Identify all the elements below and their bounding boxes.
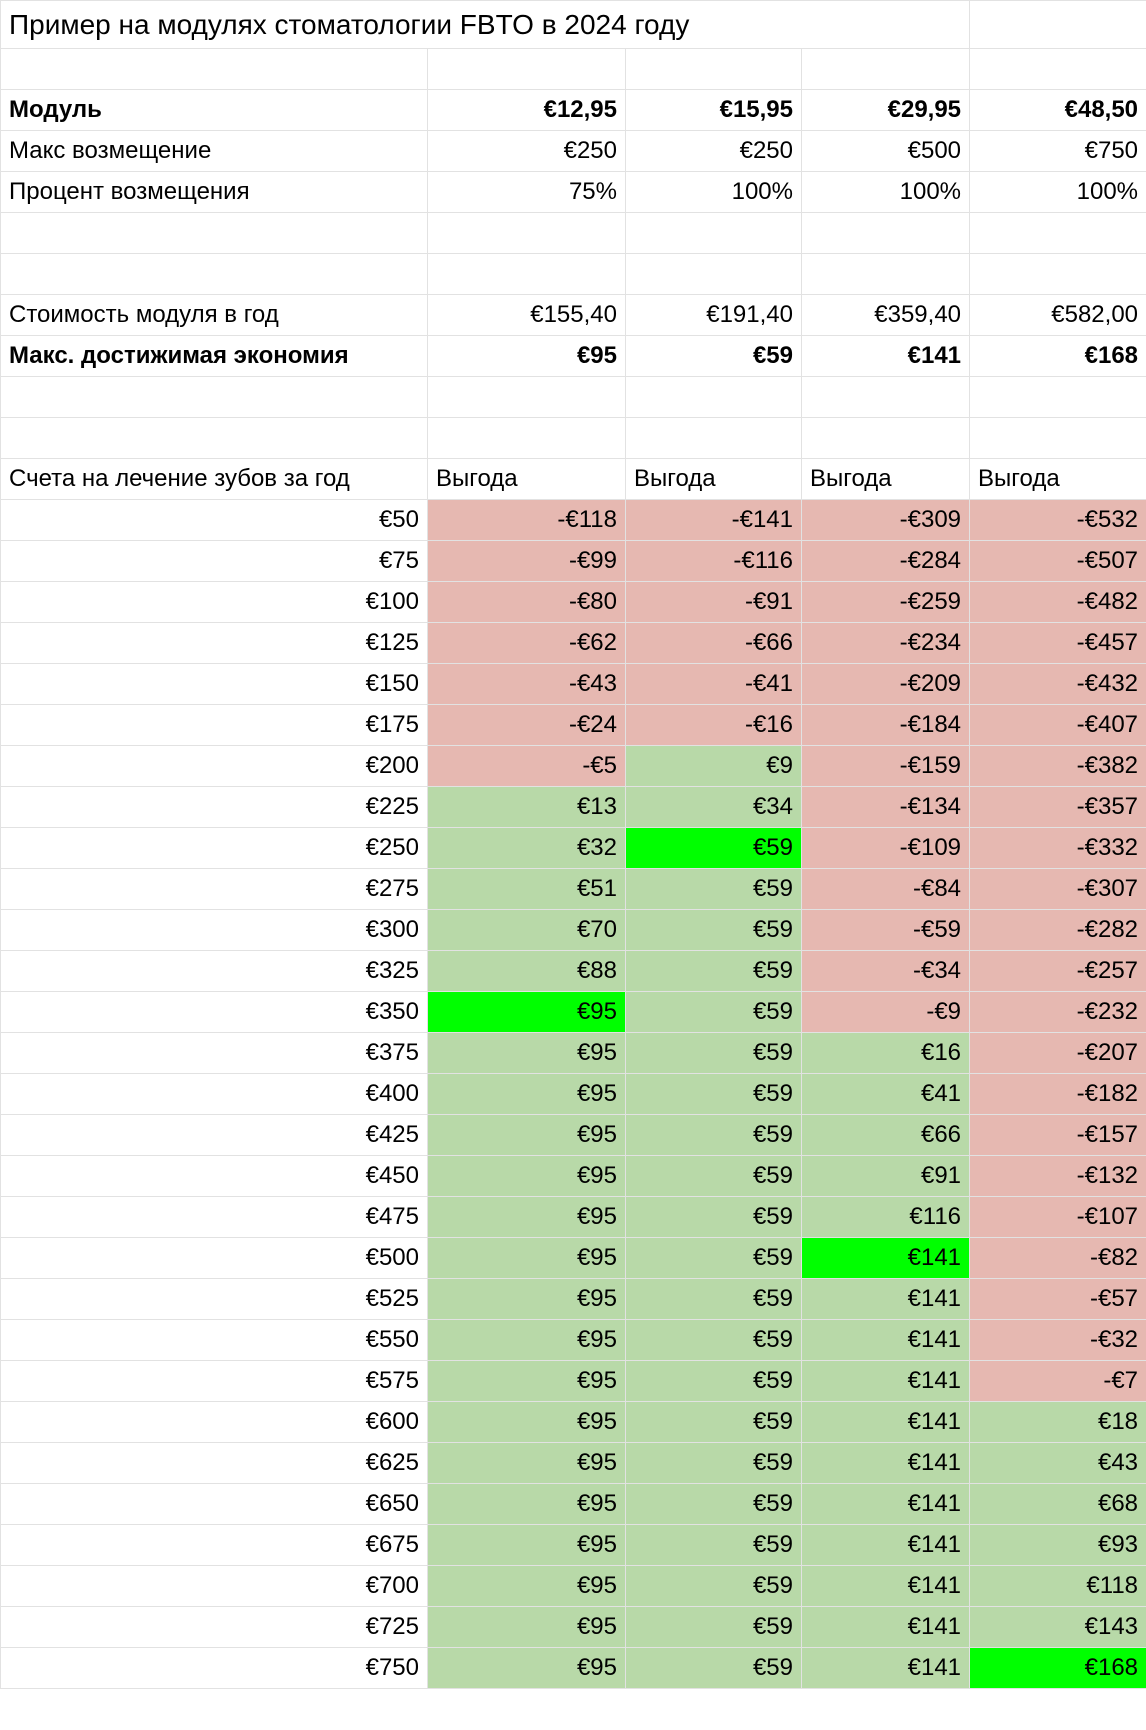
benefit-cell-3[interactable]: €141 <box>802 1525 970 1566</box>
bill-amount-cell[interactable]: €125 <box>1 623 428 664</box>
benefit-cell-4[interactable]: -€182 <box>970 1074 1146 1115</box>
benefit-cell-1[interactable]: €13 <box>428 787 626 828</box>
bill-amount-cell[interactable]: €375 <box>1 1033 428 1074</box>
benefit-cell-4[interactable]: -€57 <box>970 1279 1146 1320</box>
reimbursement-percent-2[interactable]: 100% <box>626 172 802 213</box>
benefit-cell-4[interactable]: -€132 <box>970 1156 1146 1197</box>
bill-amount-cell[interactable]: €200 <box>1 746 428 787</box>
bill-amount-cell[interactable]: €50 <box>1 500 428 541</box>
benefit-cell-1[interactable]: -€80 <box>428 582 626 623</box>
empty-cell[interactable] <box>802 418 970 459</box>
table-row <box>1 1443 1146 1484</box>
module-price-2[interactable]: €15,95 <box>626 90 802 131</box>
empty-row <box>1 377 1146 418</box>
benefit-cell-2[interactable]: €34 <box>626 787 802 828</box>
bill-amount-cell[interactable]: €150 <box>1 664 428 705</box>
benefit-cell-3[interactable]: €141 <box>802 1443 970 1484</box>
bill-amount-cell[interactable]: €300 <box>1 910 428 951</box>
benefit-cell-2[interactable]: €59 <box>626 1525 802 1566</box>
table-row <box>1 1484 1146 1525</box>
empty-cell[interactable] <box>970 213 1146 254</box>
benefit-cell-3[interactable]: €91 <box>802 1156 970 1197</box>
empty-cell[interactable] <box>970 418 1146 459</box>
annual-cost-row <box>1 295 1146 336</box>
empty-cell[interactable] <box>802 49 970 90</box>
table-row <box>1 869 1146 910</box>
table-row <box>1 1320 1146 1361</box>
benefit-cell-1[interactable]: €95 <box>428 1484 626 1525</box>
max-reimbursement-4[interactable]: €750 <box>970 131 1146 172</box>
max-savings-1[interactable]: €95 <box>428 336 626 377</box>
benefit-cell-4[interactable]: €43 <box>970 1443 1146 1484</box>
benefit-cell-1[interactable]: €95 <box>428 1566 626 1607</box>
table-row <box>1 787 1146 828</box>
benefit-cell-1[interactable]: €95 <box>428 1156 626 1197</box>
reimbursement-percent-1[interactable]: 75% <box>428 172 626 213</box>
max-reimbursement-3[interactable]: €500 <box>802 131 970 172</box>
benefit-cell-1[interactable]: €95 <box>428 1402 626 1443</box>
reimbursement-percent-4[interactable]: 100% <box>970 172 1146 213</box>
benefit-cell-3[interactable]: €141 <box>802 1648 970 1689</box>
benefit-cell-1[interactable]: €70 <box>428 910 626 951</box>
module-price-4[interactable]: €48,50 <box>970 90 1146 131</box>
bill-amount-cell[interactable]: €400 <box>1 1074 428 1115</box>
max-reimbursement-1[interactable]: €250 <box>428 131 626 172</box>
module-price-1[interactable]: €12,95 <box>428 90 626 131</box>
benefit-cell-3[interactable]: €141 <box>802 1484 970 1525</box>
table-row <box>1 1402 1146 1443</box>
max-savings-2[interactable]: €59 <box>626 336 802 377</box>
empty-cell[interactable] <box>970 254 1146 295</box>
benefit-cell-4[interactable]: -€82 <box>970 1238 1146 1279</box>
benefit-header-3[interactable]: Выгода <box>802 459 970 500</box>
empty-cell[interactable] <box>970 377 1146 418</box>
benefit-cell-4[interactable]: -€157 <box>970 1115 1146 1156</box>
table-row <box>1 1607 1146 1648</box>
benefit-cell-4[interactable]: -€482 <box>970 582 1146 623</box>
bill-amount-cell[interactable]: €100 <box>1 582 428 623</box>
empty-cell[interactable] <box>802 254 970 295</box>
benefit-cell-4[interactable]: -€32 <box>970 1320 1146 1361</box>
benefit-cell-2[interactable]: €59 <box>626 869 802 910</box>
benefit-header-1[interactable]: Выгода <box>428 459 626 500</box>
benefit-cell-2[interactable]: €59 <box>626 1648 802 1689</box>
benefit-cell-3[interactable]: -€234 <box>802 623 970 664</box>
benefit-cell-2[interactable]: -€116 <box>626 541 802 582</box>
benefit-cell-4[interactable]: -€257 <box>970 951 1146 992</box>
table-row <box>1 1566 1146 1607</box>
benefit-cell-2[interactable]: €59 <box>626 1033 802 1074</box>
benefit-cell-4[interactable]: -€532 <box>970 500 1146 541</box>
benefit-cell-4[interactable]: €93 <box>970 1525 1146 1566</box>
benefit-cell-2[interactable]: €59 <box>626 951 802 992</box>
benefit-cell-3[interactable]: -€284 <box>802 541 970 582</box>
bill-amount-cell[interactable]: €700 <box>1 1566 428 1607</box>
module-price-3[interactable]: €29,95 <box>802 90 970 131</box>
benefit-cell-4[interactable]: €143 <box>970 1607 1146 1648</box>
annual-cost-3[interactable]: €359,40 <box>802 295 970 336</box>
benefit-cell-1[interactable]: €95 <box>428 1115 626 1156</box>
benefit-cell-1[interactable]: -€99 <box>428 541 626 582</box>
benefit-cell-3[interactable]: €41 <box>802 1074 970 1115</box>
table-row <box>1 1279 1146 1320</box>
benefit-cell-4[interactable]: €118 <box>970 1566 1146 1607</box>
empty-cell[interactable] <box>1 418 428 459</box>
benefit-cell-1[interactable]: €32 <box>428 828 626 869</box>
benefit-cell-3[interactable]: €141 <box>802 1361 970 1402</box>
benefit-cell-2[interactable]: €59 <box>626 1279 802 1320</box>
bill-amount-cell[interactable]: €250 <box>1 828 428 869</box>
benefit-cell-4[interactable]: -€432 <box>970 664 1146 705</box>
benefit-cell-4[interactable]: -€457 <box>970 623 1146 664</box>
benefit-cell-1[interactable]: €95 <box>428 1033 626 1074</box>
table-row <box>1 623 1146 664</box>
bill-amount-cell[interactable]: €500 <box>1 1238 428 1279</box>
table-row <box>1 500 1146 541</box>
benefit-cell-1[interactable]: €95 <box>428 1607 626 1648</box>
benefit-cell-2[interactable]: €59 <box>626 1320 802 1361</box>
benefit-cell-3[interactable]: -€84 <box>802 869 970 910</box>
empty-cell[interactable] <box>1 254 428 295</box>
module-price-row <box>1 90 1146 131</box>
max-savings-4[interactable]: €168 <box>970 336 1146 377</box>
bill-amount-cell[interactable]: €750 <box>1 1648 428 1689</box>
table-row <box>1 705 1146 746</box>
dental-bills-header[interactable]: Счета на лечение зубов за год <box>1 459 428 500</box>
benefit-cell-1[interactable]: €95 <box>428 1648 626 1689</box>
benefit-cell-2[interactable]: €59 <box>626 1443 802 1484</box>
benefit-cell-2[interactable]: €59 <box>626 1156 802 1197</box>
bill-amount-cell[interactable]: €325 <box>1 951 428 992</box>
benefit-cell-2[interactable]: €59 <box>626 1238 802 1279</box>
benefit-cell-1[interactable]: €95 <box>428 1074 626 1115</box>
benefit-cell-3[interactable]: €141 <box>802 1566 970 1607</box>
benefit-cell-4[interactable]: -€307 <box>970 869 1146 910</box>
empty-cell[interactable] <box>626 49 802 90</box>
benefit-cell-1[interactable]: €51 <box>428 869 626 910</box>
empty-cell[interactable] <box>802 377 970 418</box>
benefit-cell-1[interactable]: €95 <box>428 992 626 1033</box>
bill-amount-cell[interactable]: €550 <box>1 1320 428 1361</box>
benefit-cell-1[interactable]: €95 <box>428 1525 626 1566</box>
bill-amount-cell[interactable]: €175 <box>1 705 428 746</box>
benefit-cell-3[interactable]: -€184 <box>802 705 970 746</box>
benefit-cell-1[interactable]: -€5 <box>428 746 626 787</box>
benefit-cell-3[interactable]: €141 <box>802 1279 970 1320</box>
table-row <box>1 1648 1146 1689</box>
table-row <box>1 1525 1146 1566</box>
benefit-cell-2[interactable]: €9 <box>626 746 802 787</box>
benefit-cell-2[interactable]: €59 <box>626 992 802 1033</box>
annual-cost-4[interactable]: €582,00 <box>970 295 1146 336</box>
benefit-cell-2[interactable]: €59 <box>626 1566 802 1607</box>
benefit-cell-4[interactable]: €68 <box>970 1484 1146 1525</box>
benefit-cell-4[interactable]: -€507 <box>970 541 1146 582</box>
benefit-cell-1[interactable]: -€118 <box>428 500 626 541</box>
empty-row <box>1 254 1146 295</box>
empty-cell[interactable] <box>428 213 626 254</box>
empty-cell[interactable] <box>626 213 802 254</box>
benefit-cell-4[interactable]: -€282 <box>970 910 1146 951</box>
benefit-cell-2[interactable]: €59 <box>626 910 802 951</box>
max-savings-label[interactable]: Макс. достижимая экономия <box>1 336 428 377</box>
benefit-cell-2[interactable]: -€141 <box>626 500 802 541</box>
benefit-cell-4[interactable]: -€407 <box>970 705 1146 746</box>
benefit-cell-4[interactable]: -€7 <box>970 1361 1146 1402</box>
reimbursement-percent-3[interactable]: 100% <box>802 172 970 213</box>
max-savings-row <box>1 336 1146 377</box>
table-row <box>1 910 1146 951</box>
bill-amount-cell[interactable]: €75 <box>1 541 428 582</box>
empty-cell[interactable] <box>428 377 626 418</box>
benefit-cell-3[interactable]: €141 <box>802 1402 970 1443</box>
table-row <box>1 582 1146 623</box>
max-reimbursement-row <box>1 131 1146 172</box>
empty-cell[interactable] <box>626 377 802 418</box>
benefit-cell-3[interactable]: -€34 <box>802 951 970 992</box>
max-savings-3[interactable]: €141 <box>802 336 970 377</box>
benefit-cell-4[interactable]: -€332 <box>970 828 1146 869</box>
benefit-cell-3[interactable]: -€259 <box>802 582 970 623</box>
bill-amount-cell[interactable]: €675 <box>1 1525 428 1566</box>
benefit-cell-3[interactable]: €141 <box>802 1607 970 1648</box>
table-row <box>1 1115 1146 1156</box>
empty-cell[interactable] <box>1 377 428 418</box>
benefit-cell-2[interactable]: €59 <box>626 1607 802 1648</box>
benefit-cell-2[interactable]: €59 <box>626 1115 802 1156</box>
sheet-title[interactable]: Пример на модулях стоматологии FBTO в 2024 году <box>1 1 970 49</box>
bill-amount-cell[interactable]: €625 <box>1 1443 428 1484</box>
benefit-cell-1[interactable]: -€24 <box>428 705 626 746</box>
title-row <box>1 1 1146 49</box>
table-row <box>1 1361 1146 1402</box>
benefit-cell-1[interactable]: -€62 <box>428 623 626 664</box>
table-row <box>1 1156 1146 1197</box>
bill-amount-cell[interactable]: €425 <box>1 1115 428 1156</box>
bill-amount-cell[interactable]: €650 <box>1 1484 428 1525</box>
benefit-cell-1[interactable]: -€43 <box>428 664 626 705</box>
table-row <box>1 951 1146 992</box>
benefit-cell-1[interactable]: €95 <box>428 1443 626 1484</box>
benefit-cell-4[interactable]: -€357 <box>970 787 1146 828</box>
benefit-cell-3[interactable]: €116 <box>802 1197 970 1238</box>
benefit-cell-3[interactable]: €16 <box>802 1033 970 1074</box>
annual-cost-label[interactable]: Стоимость модуля в год <box>1 295 428 336</box>
benefit-cell-1[interactable]: €95 <box>428 1238 626 1279</box>
benefit-cell-1[interactable]: €88 <box>428 951 626 992</box>
max-reimbursement-2[interactable]: €250 <box>626 131 802 172</box>
empty-cell[interactable] <box>970 49 1146 90</box>
bill-amount-cell[interactable]: €475 <box>1 1197 428 1238</box>
table-row <box>1 1033 1146 1074</box>
bill-amount-cell[interactable]: €600 <box>1 1402 428 1443</box>
benefit-cell-2[interactable]: -€16 <box>626 705 802 746</box>
reimbursement-percent-label[interactable]: Процент возмещения <box>1 172 428 213</box>
empty-cell[interactable] <box>428 418 626 459</box>
empty-row <box>1 49 1146 90</box>
spreadsheet-body <box>1 1 1146 1689</box>
benefit-cell-3[interactable]: -€59 <box>802 910 970 951</box>
bill-amount-cell[interactable]: €725 <box>1 1607 428 1648</box>
benefit-cell-4[interactable]: €18 <box>970 1402 1146 1443</box>
benefit-cell-3[interactable]: €66 <box>802 1115 970 1156</box>
empty-cell[interactable] <box>802 213 970 254</box>
empty-cell[interactable] <box>428 254 626 295</box>
bill-amount-cell[interactable]: €450 <box>1 1156 428 1197</box>
empty-cell[interactable] <box>428 49 626 90</box>
table-row <box>1 1238 1146 1279</box>
benefit-cell-1[interactable]: €95 <box>428 1197 626 1238</box>
benefit-cell-1[interactable]: €95 <box>428 1279 626 1320</box>
bill-amount-cell[interactable]: €525 <box>1 1279 428 1320</box>
benefit-cell-3[interactable]: -€9 <box>802 992 970 1033</box>
max-reimbursement-label[interactable]: Макс возмещение <box>1 131 428 172</box>
benefit-cell-2[interactable]: -€66 <box>626 623 802 664</box>
table-row <box>1 828 1146 869</box>
benefit-header-2[interactable]: Выгода <box>626 459 802 500</box>
table-row <box>1 541 1146 582</box>
empty-cell[interactable] <box>1 49 428 90</box>
benefit-cell-2[interactable]: €59 <box>626 1074 802 1115</box>
reimbursement-percent-row <box>1 172 1146 213</box>
benefit-cell-2[interactable]: -€91 <box>626 582 802 623</box>
benefit-cell-2[interactable]: €59 <box>626 1361 802 1402</box>
table-row <box>1 1074 1146 1115</box>
benefit-cell-3[interactable]: €141 <box>802 1320 970 1361</box>
benefit-header-row <box>1 459 1146 500</box>
benefit-cell-2[interactable]: €59 <box>626 828 802 869</box>
table-row <box>1 746 1146 787</box>
benefit-cell-3[interactable]: -€209 <box>802 664 970 705</box>
annual-cost-2[interactable]: €191,40 <box>626 295 802 336</box>
benefit-cell-4[interactable]: -€207 <box>970 1033 1146 1074</box>
table-row <box>1 664 1146 705</box>
bill-amount-cell[interactable]: €275 <box>1 869 428 910</box>
empty-cell[interactable] <box>1 213 428 254</box>
benefit-cell-2[interactable]: -€41 <box>626 664 802 705</box>
bill-amount-cell[interactable]: €225 <box>1 787 428 828</box>
empty-cell[interactable] <box>626 254 802 295</box>
empty-cell[interactable] <box>626 418 802 459</box>
benefit-header-4[interactable]: Выгода <box>970 459 1146 500</box>
benefit-cell-3[interactable]: €141 <box>802 1238 970 1279</box>
benefit-cell-3[interactable]: -€134 <box>802 787 970 828</box>
empty-row <box>1 418 1146 459</box>
benefit-cell-2[interactable]: €59 <box>626 1402 802 1443</box>
benefit-cell-4[interactable]: €168 <box>970 1648 1146 1689</box>
empty-cell[interactable] <box>970 1 1146 49</box>
benefit-cell-3[interactable]: -€109 <box>802 828 970 869</box>
annual-cost-1[interactable]: €155,40 <box>428 295 626 336</box>
benefit-cell-2[interactable]: €59 <box>626 1197 802 1238</box>
benefit-cell-1[interactable]: €95 <box>428 1320 626 1361</box>
benefit-cell-3[interactable]: -€159 <box>802 746 970 787</box>
module-label[interactable]: Модуль <box>1 90 428 131</box>
benefit-cell-4[interactable]: -€232 <box>970 992 1146 1033</box>
benefit-cell-2[interactable]: €59 <box>626 1484 802 1525</box>
bill-amount-cell[interactable]: €350 <box>1 992 428 1033</box>
table-row <box>1 992 1146 1033</box>
table-row <box>1 1197 1146 1238</box>
benefit-cell-1[interactable]: €95 <box>428 1361 626 1402</box>
bill-amount-cell[interactable]: €575 <box>1 1361 428 1402</box>
benefit-cell-3[interactable]: -€309 <box>802 500 970 541</box>
benefit-cell-4[interactable]: -€382 <box>970 746 1146 787</box>
empty-row <box>1 213 1146 254</box>
benefit-cell-4[interactable]: -€107 <box>970 1197 1146 1238</box>
